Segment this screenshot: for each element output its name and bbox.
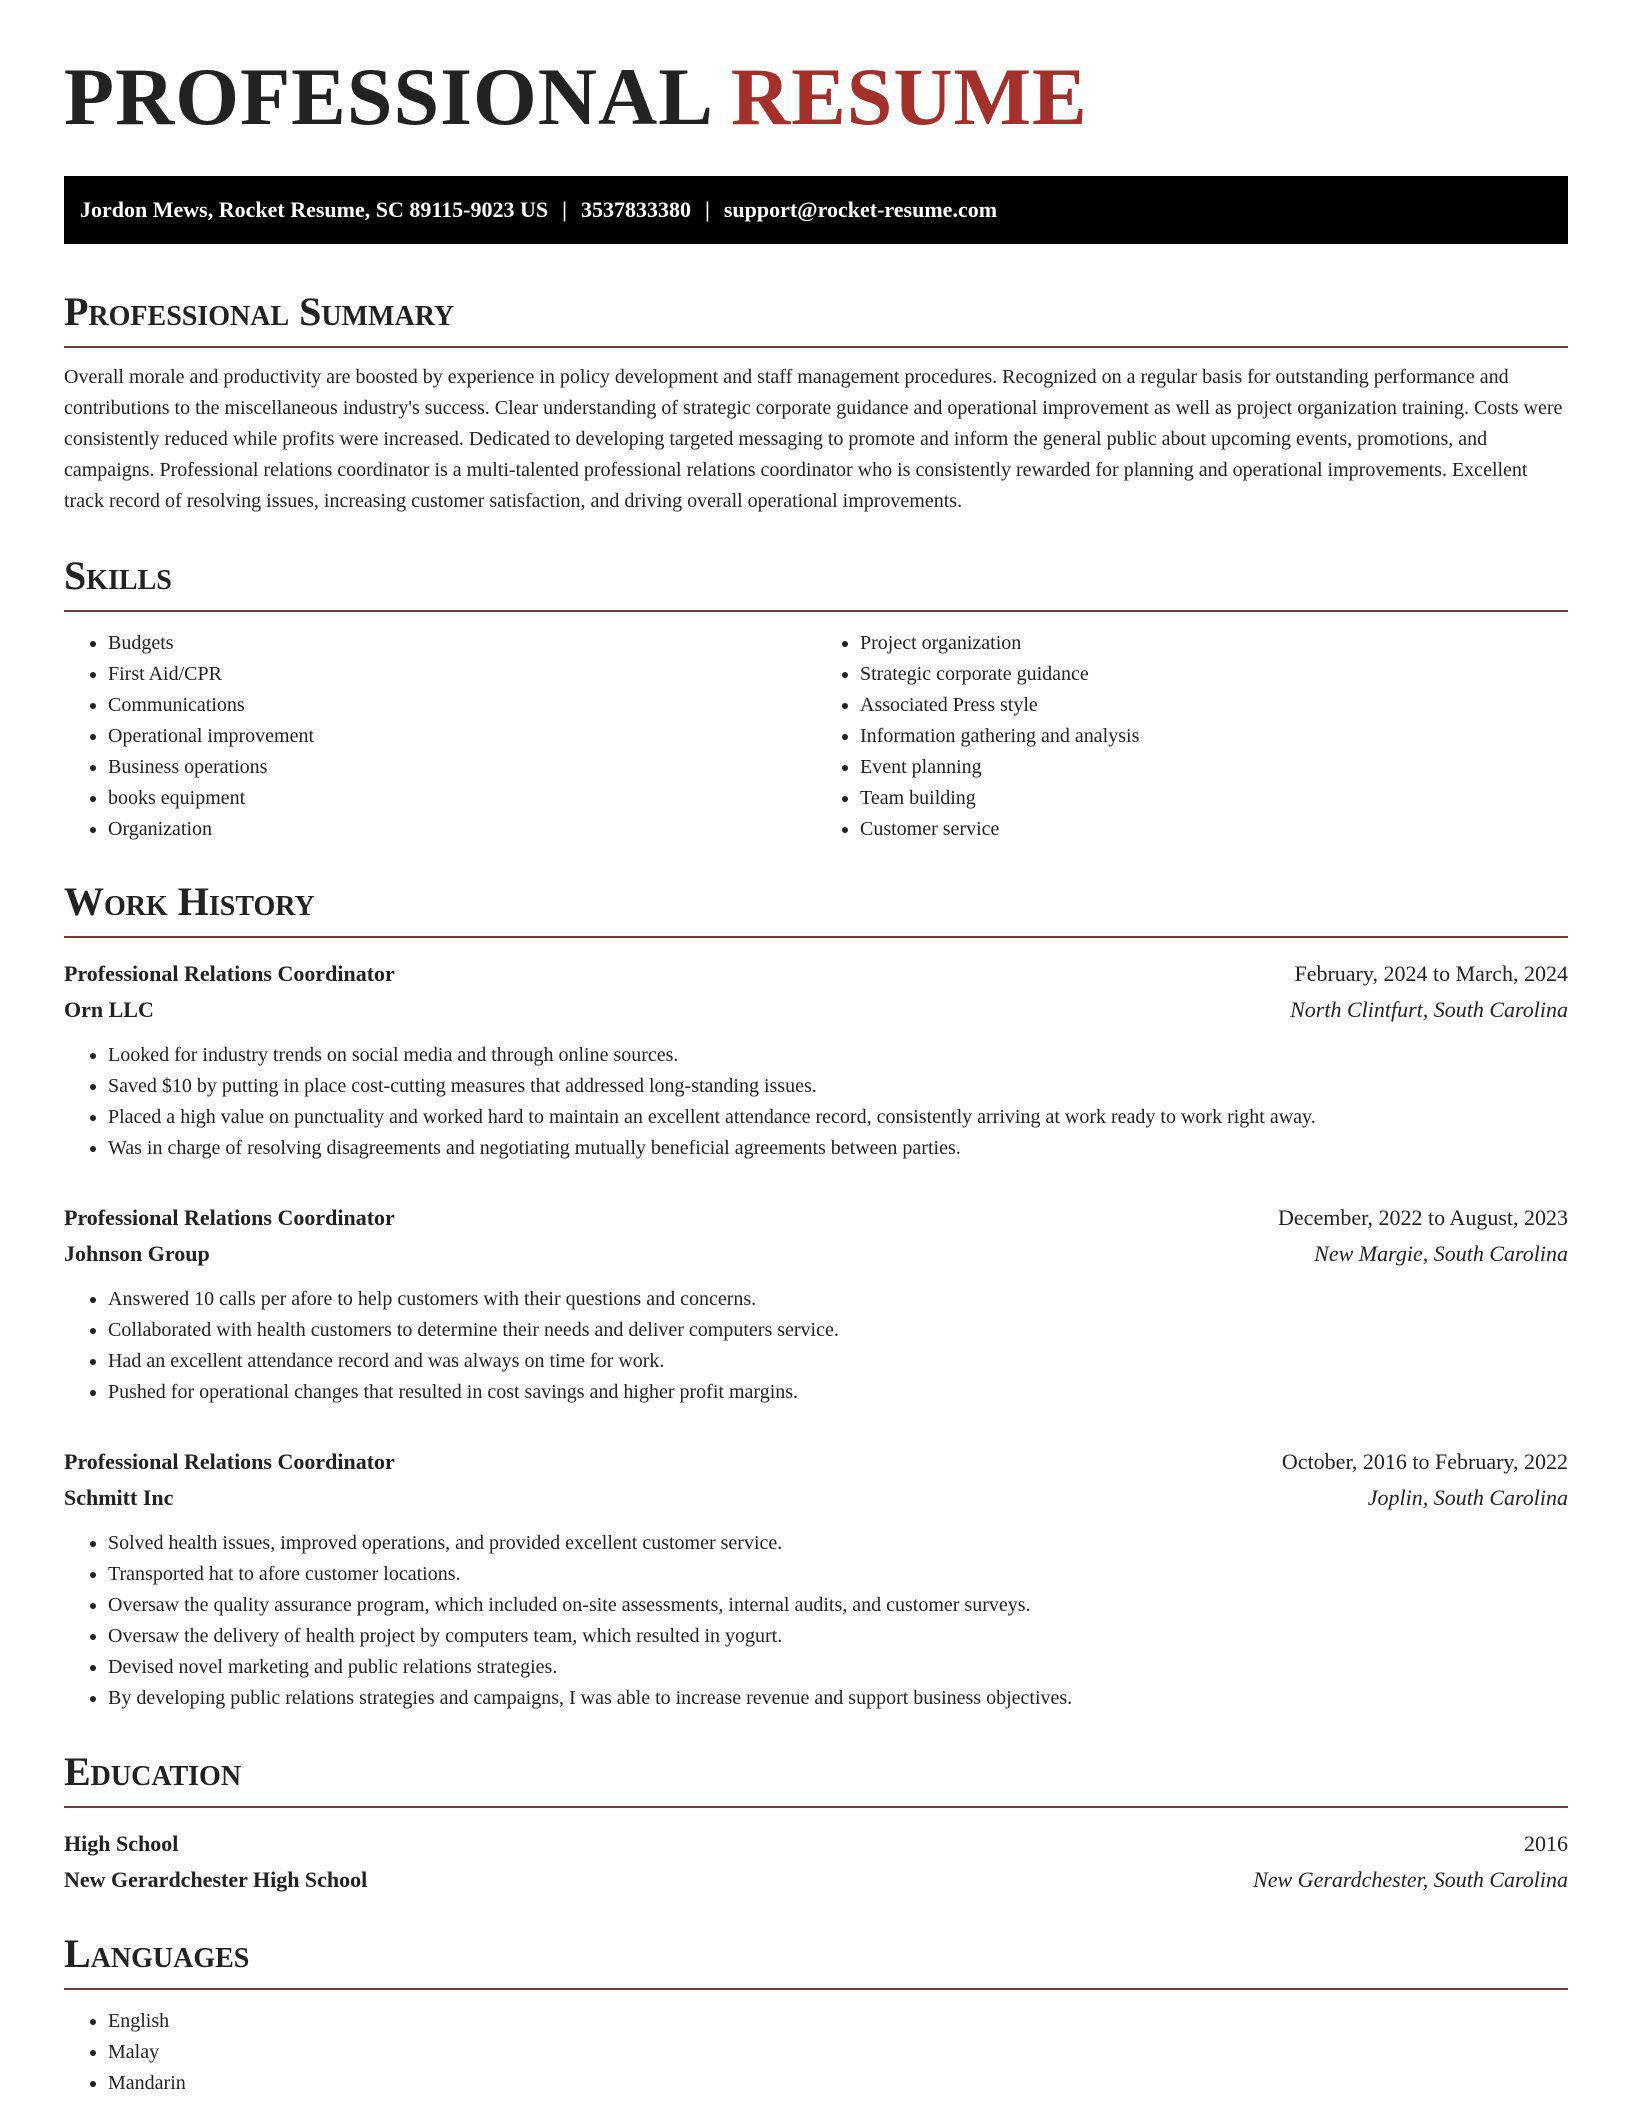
summary-heading: Professional Summary: [64, 292, 1568, 348]
job-bullet: • By developing public relations strategies and campaigns, I was able to increase revenue and support business objectives.: [108, 1683, 1568, 1714]
languages-heading: Languages: [64, 1934, 1568, 1990]
job-dates: October, 2016 to February, 2022: [1281, 1449, 1568, 1474]
skills-list-left: [64, 628, 816, 845]
language-item: • Mandarin: [108, 2068, 1568, 2099]
languages-section: [64, 1931, 1568, 2099]
job-bullets: [64, 1284, 1568, 1408]
education-header-row: [64, 1826, 1568, 1862]
skill-item: • books equipment: [108, 783, 816, 814]
resume-title: [64, 51, 1088, 142]
job-bullets: [64, 1040, 1568, 1164]
contact-phone: 3537833380: [580, 197, 691, 222]
job-company: Schmitt Inc: [64, 1485, 174, 1510]
job-bullet: • Was in charge of resolving disagreements and negotiating mutually beneficial agreements between parties.: [108, 1133, 1568, 1164]
job-bullet: • Answered 10 calls per afore to help customers with their questions and concerns.: [108, 1284, 1568, 1315]
education-section: [64, 1749, 1568, 1898]
education-degree: High School: [64, 1831, 179, 1856]
language-item: • Malay: [108, 2037, 1568, 2068]
work-history-section: [64, 879, 1568, 1714]
languages-list: [64, 2006, 1568, 2099]
job-location: North Clintfurt, South Carolina: [1290, 997, 1568, 1022]
education-location: New Gerardchester, South Carolina: [1253, 1867, 1568, 1892]
skill-item: • Communications: [108, 690, 816, 721]
title-word-professional: PROFESSIONAL: [64, 51, 710, 142]
job-title: Professional Relations Coordinator: [64, 961, 395, 986]
title-word-resume: RESUME: [730, 51, 1088, 142]
job-company-row: [64, 1480, 1568, 1516]
job-bullet: • Transported hat to afore customer locations.: [108, 1559, 1568, 1590]
skills-heading: Skills: [64, 556, 1568, 612]
job-company: Johnson Group: [64, 1241, 210, 1266]
job-header-row: [64, 1444, 1568, 1480]
job-bullet: • Had an excellent attendance record and was always on time for work.: [108, 1346, 1568, 1377]
job-bullet: • Looked for industry trends on social media and through online sources.: [108, 1040, 1568, 1071]
job-bullet: • Pushed for operational changes that resulted in cost savings and higher profit margins.: [108, 1377, 1568, 1408]
education-year: 2016: [1524, 1831, 1568, 1856]
summary-text: Overall morale and productivity are boosted by experience in policy development and staff management procedures. Recognized on a regular basis for outstanding performance and contributions to the miscellaneous industry's success. Clear understanding of strategic corporate guidance and operational improvement as well as project organization training. Costs were consistently reduced while profits were increased. Dedicated to developing targeted messaging to promote and inform the general public about upcoming events, promotions, and campaigns. Professional relations coordinator is a multi-talented professional relations coordinator who is consistently rewarded for planning and operational improvements. Excellent track record of resolving issues, increasing customer satisfaction, and driving overall operational improvements.: [64, 366, 1563, 512]
job-location: Joplin, South Carolina: [1367, 1485, 1568, 1510]
skill-item: • Business operations: [108, 752, 816, 783]
job-bullet: • Devised novel marketing and public relations strategies.: [108, 1652, 1568, 1683]
job-dates: December, 2022 to August, 2023: [1278, 1205, 1568, 1230]
skill-item: • First Aid/CPR: [108, 659, 816, 690]
education-school-row: [64, 1862, 1568, 1898]
skill-item: • Information gathering and analysis: [860, 721, 1568, 752]
job-bullets: [64, 1528, 1568, 1714]
skill-item: • Customer service: [860, 814, 1568, 845]
job-header-row: [64, 1200, 1568, 1236]
skill-item: • Organization: [108, 814, 816, 845]
skill-item: • Operational improvement: [108, 721, 816, 752]
job-bullet: • Saved $10 by putting in place cost-cutting measures that addressed long-standing issues.: [108, 1071, 1568, 1102]
job-entry: [64, 1444, 1568, 1714]
education-entry: [64, 1826, 1568, 1898]
skill-item: • Budgets: [108, 628, 816, 659]
job-company: Orn LLC: [64, 997, 154, 1022]
skill-item: • Team building: [860, 783, 1568, 814]
education-school: New Gerardchester High School: [64, 1867, 368, 1892]
summary-section: [64, 289, 1568, 517]
job-bullet: • Collaborated with health customers to determine their needs and deliver computers service.: [108, 1315, 1568, 1346]
education-heading: Education: [64, 1752, 1568, 1808]
job-bullet: • Solved health issues, improved operations, and provided excellent customer service.: [108, 1528, 1568, 1559]
skills-list-right: [816, 628, 1568, 845]
contact-bar: [64, 176, 1568, 244]
contact-email: support@rocket-resume.com: [723, 197, 998, 222]
skill-item: • Associated Press style: [860, 690, 1568, 721]
skills-columns: [64, 628, 1568, 845]
skill-item: • Project organization: [860, 628, 1568, 659]
job-bullet: • Placed a high value on punctuality and worked hard to maintain an excellent attendance record, consistently arriving at work ready to work right away.: [108, 1102, 1568, 1133]
contact-separator: |: [562, 197, 567, 222]
skill-item: • Event planning: [860, 752, 1568, 783]
job-title: Professional Relations Coordinator: [64, 1449, 395, 1474]
job-dates: February, 2024 to March, 2024: [1294, 961, 1568, 986]
job-entry: [64, 1200, 1568, 1408]
skills-section: [64, 553, 1568, 845]
job-company-row: [64, 992, 1568, 1028]
job-title: Professional Relations Coordinator: [64, 1205, 395, 1230]
work-history-heading: Work History: [64, 882, 1568, 938]
job-header-row: [64, 956, 1568, 992]
skill-item: • Strategic corporate guidance: [860, 659, 1568, 690]
job-bullet: • Oversaw the quality assurance program, which included on-site assessments, internal audits, and customer surveys.: [108, 1590, 1568, 1621]
contact-separator: |: [704, 197, 710, 222]
job-entry: [64, 956, 1568, 1164]
job-bullet: • Oversaw the delivery of health project by computers team, which resulted in yogurt.: [108, 1621, 1568, 1652]
language-item: • English: [108, 2006, 1568, 2037]
contact-address: Jordon Mews, Rocket Resume, SC 89115-9023 US: [80, 197, 549, 222]
job-company-row: [64, 1236, 1568, 1272]
job-location: New Margie, South Carolina: [1314, 1241, 1568, 1266]
